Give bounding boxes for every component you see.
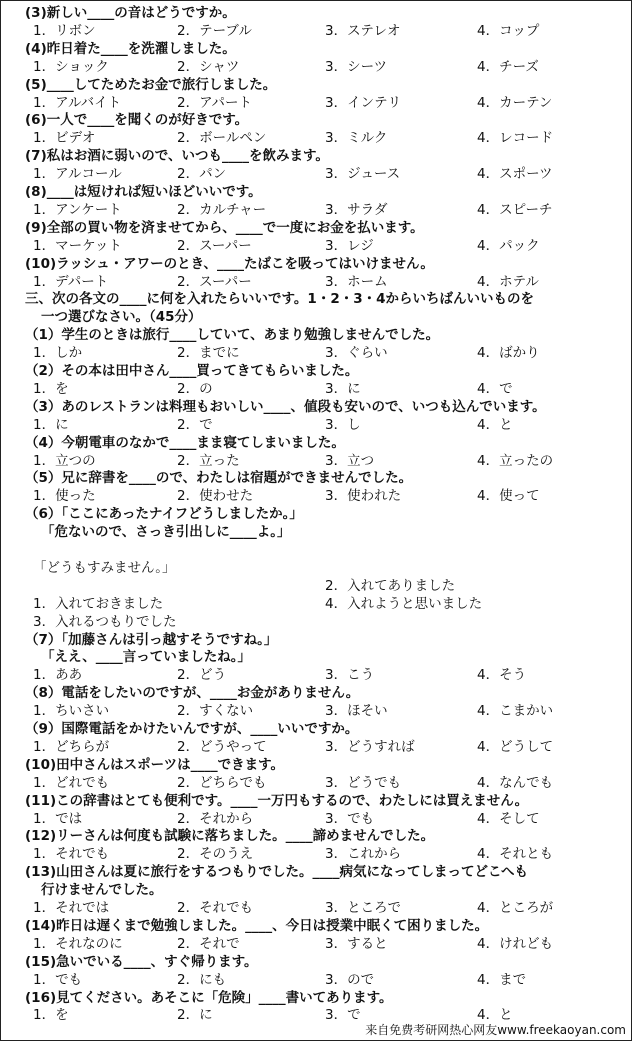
question-text: (9)全部の買い物を済ませてから、____で一度にお金を払います。 [25,219,424,236]
answer-option: 4．で [477,380,513,397]
answer-option: 2．立った [177,452,240,469]
question-text: （8）電話をしたいのですが、____お金がありません。 [25,685,360,702]
answer-option: 4．それとも [477,846,554,863]
answer-option: 1．使った [33,488,96,505]
question-text: (7)私はお酒に弱いので、いつも____を飲みます。 [25,148,329,165]
question-text: (3)新しい____の音はどうですか。 [25,5,236,21]
source-footer: 来自免费考研网热心网友www.freekaoyan.com [365,1023,626,1037]
answer-option: 3．これから [325,846,402,863]
answer-option: 2．それでも [177,900,254,916]
question-text: (15)急いでいる____、すぐ帰ります。 [25,953,258,970]
answer-option: 2．ボールペン [177,130,267,147]
answer-option: 2．すくない [177,703,254,720]
question-text: (5)____してためたお金で旅行しました。 [25,76,277,93]
answer-option: 3．シーツ [325,58,388,75]
question-text: （9）国際電話をかけたいんですが、____いいですか。 [25,721,359,737]
answer-option: 3．に [325,380,361,397]
question-text: (4)昨日着た____を洗濯しました。 [25,40,236,57]
answer-options [25,578,625,595]
answer-options [25,202,625,219]
answer-option: 4．こまかい [477,703,554,720]
answer-option: 3．ジュース [325,166,401,183]
answer-option: 1．アンケート [33,201,122,218]
answer-option: 2．シャツ [177,58,240,75]
answer-option: 3．入れるつもりでした [33,613,177,630]
answer-option: 4．そう [477,667,527,684]
answer-options [25,345,625,362]
answer-option: 4．スポーツ [477,166,553,183]
answer-option: 3．ので [325,971,375,988]
answer-options [25,560,625,577]
answer-option: 1．アルコール [33,166,122,183]
answer-option: 3．ミルク [325,130,388,147]
answer-option: 3．し [325,416,361,433]
answer-options [25,95,625,112]
answer-option: 2．それから [177,810,254,827]
answer-option: 4．けれども [477,935,554,952]
question-text: (8)____は短ければ短いほどいいです。 [25,184,262,200]
answer-option: 1．を [33,1007,69,1024]
answer-option: 3．インテリ [325,94,402,111]
answer-option: 1．それでは [33,900,110,916]
answer-option: 3．使われた [325,488,402,505]
question-text: (12)リーさんは何度も試験に落ちました。____諦めませんでした。 [25,828,435,845]
answer-options [25,274,625,291]
answer-option: 3．立つ [325,452,375,469]
answer-option: 4．と [477,416,513,433]
question-text: 「危ないので、さっき引出しに____よ。」 [41,524,291,541]
question-text: 「ええ、____言っていましたね。」 [41,649,252,666]
answer-option: 1．しか [33,345,83,362]
answer-option: 「どうもすみません。」 [33,559,176,576]
question-text: (11)この辞書はとても便利です。____一万円もするので、わたしには買えません。 [25,792,529,809]
answer-option: 3．どうでも [325,774,402,791]
answer-option: 2．で [177,416,213,433]
answer-option: 2．使わせた [177,488,254,505]
answer-option: 3．どうすれば [325,738,415,755]
question-text: （1）学生のときは旅行____していて、あまり勉強しませんでした。 [25,327,440,344]
question-text: （6）「ここにあったナイフどうしましたか。」 [25,506,303,523]
answer-option: 4．と [477,1007,513,1024]
answer-option: 1．を [33,380,69,397]
answer-option: 4．まで [477,971,527,988]
answer-option: 1．ショック [33,58,109,75]
answer-option: 4．カーテン [477,94,553,111]
answer-option: 3．で [325,1007,361,1024]
spacer [25,542,625,559]
answer-option: 1．それでも [33,846,110,863]
answer-option: 1．ああ [33,667,83,684]
answer-options [25,381,625,398]
answer-option: 2．どうやって [177,738,267,755]
answer-option: 2．パン [177,166,227,183]
answer-option: 1．リボン [33,22,96,39]
answer-option: 4．ところが [477,900,554,916]
answer-option: 4．どうして [477,738,554,755]
question-text: （2）その本は田中さん____買ってきてもらいました。 [25,363,359,379]
answer-options [25,596,625,613]
answer-option: 4．なんでも [477,774,554,791]
answer-option: 1．マーケット [33,237,122,254]
question-text: (10)田中さんはスポーツは____できます。 [25,756,285,773]
section-heading: 一つ選びなさい。（45分） [41,309,202,326]
answer-option: 1．デパート [33,273,109,290]
answer-option: 3．こう [325,667,375,684]
answer-options [25,1007,625,1024]
answer-option: 4．ばかり [477,345,540,362]
answer-option: 2．入れてありました [325,577,456,594]
answer-option: 2．カルチャー [177,201,267,218]
answer-option: 1．入れておきました [33,595,164,612]
answer-option: 4．そして [477,810,540,827]
answer-option: 2．それで [177,935,240,952]
question-text: (14)昨日は遅くまで勉強しました。____、今日は授業中眠くて困りました。 [25,917,489,934]
answer-option: 4．入れようと思いました [325,595,483,612]
answer-option: 1．アルバイト [33,94,122,111]
answer-option: 1．ちいさい [33,703,110,720]
answer-options [25,972,625,989]
question-text: (6)一人で____を聞くのが好きです。 [25,112,249,129]
answer-option: 2．にも [177,971,227,988]
answer-options [25,417,625,434]
answer-option: 1．でも [33,971,83,988]
answer-option: 2．アパート [177,94,253,111]
question-text: 行けませんでした。 [41,882,163,899]
answer-options [25,238,625,255]
answer-options [25,936,625,953]
answer-options [25,23,625,40]
answer-options [25,703,625,720]
answer-options [25,166,625,183]
answer-options [25,739,625,756]
question-text: （5）兄に辞書を____ので、わたしは宿題ができませんでした。 [25,470,413,487]
answer-option: 2．に [177,1007,213,1024]
question-text: （4）今朝電車のなかで____まま寝てしまいました。 [25,434,345,451]
answer-option: 1．ビデオ [33,130,96,147]
answer-option: 3．レジ [325,237,374,254]
answer-options [25,775,625,792]
answer-options [25,59,625,76]
answer-option: 3．すると [325,935,388,952]
answer-options [25,614,625,631]
answer-option: 2．スーパー [177,273,252,290]
answer-option: 3．でも [325,810,375,827]
answer-option: 4．パック [477,237,540,254]
answer-option: 4．立ったの [477,452,554,469]
answer-options [25,488,625,505]
answer-option: 4．レコード [477,130,554,147]
question-text: （7）「加藤さんは引っ越すそうですね。」 [25,631,278,648]
section-heading: 三、次の各文の____に何を入れたらいいです。1・2・3・4からいちばんいいものを [25,291,534,308]
answer-options [25,453,625,470]
question-text: (13)山田さんは夏に旅行をするつもりでした。____病気になってしまってどこへも [25,864,528,881]
answer-option: 2．どう [177,667,227,684]
question-text: (10)ラッシュ・アワーのとき、____たばこを吸ってはいけません。 [25,255,434,272]
answer-options [25,811,625,828]
answer-option: 4．使って [477,488,540,505]
answer-option: 1．それなのに [33,935,123,952]
answer-option: 1．どちらが [33,738,110,755]
answer-options [25,900,625,917]
answer-options [25,130,625,147]
answer-option: 3．ホーム [325,273,388,290]
answer-option: 1．に [33,416,69,433]
answer-option: 1．どれでも [33,774,110,791]
answer-option: 3．ほそい [325,703,388,720]
answer-options [25,846,625,863]
answer-option: 4．ホテル [477,273,539,290]
answer-option: 2．テーブル [177,22,252,39]
answer-option: 3．ところで [325,900,401,916]
answer-option: 2．そのうえ [177,846,254,863]
answer-option: 2．の [177,380,213,397]
answer-option: 4．コップ [477,22,540,39]
answer-option: 2．どちらでも [177,774,267,791]
answer-option: 1．立つの [33,452,96,469]
answer-option: 2．スーパー [177,237,252,254]
answer-option: 3．サラダ [325,201,388,218]
answer-options [25,667,625,684]
question-text: (16)見てください。あそこに「危険」____書いてあります。 [25,989,393,1006]
question-text: （3）あのレストランは料理もおいしい____、値段も安いので、いつも込んでいます。 [25,398,546,415]
answer-option: 4．チーズ [477,58,539,75]
answer-option: 3．ステレオ [325,22,401,39]
answer-option: 4．スピーチ [477,201,553,218]
answer-option: 2．までに [177,345,240,362]
answer-option: 1．では [33,810,83,827]
answer-option: 3．ぐらい [325,345,388,362]
